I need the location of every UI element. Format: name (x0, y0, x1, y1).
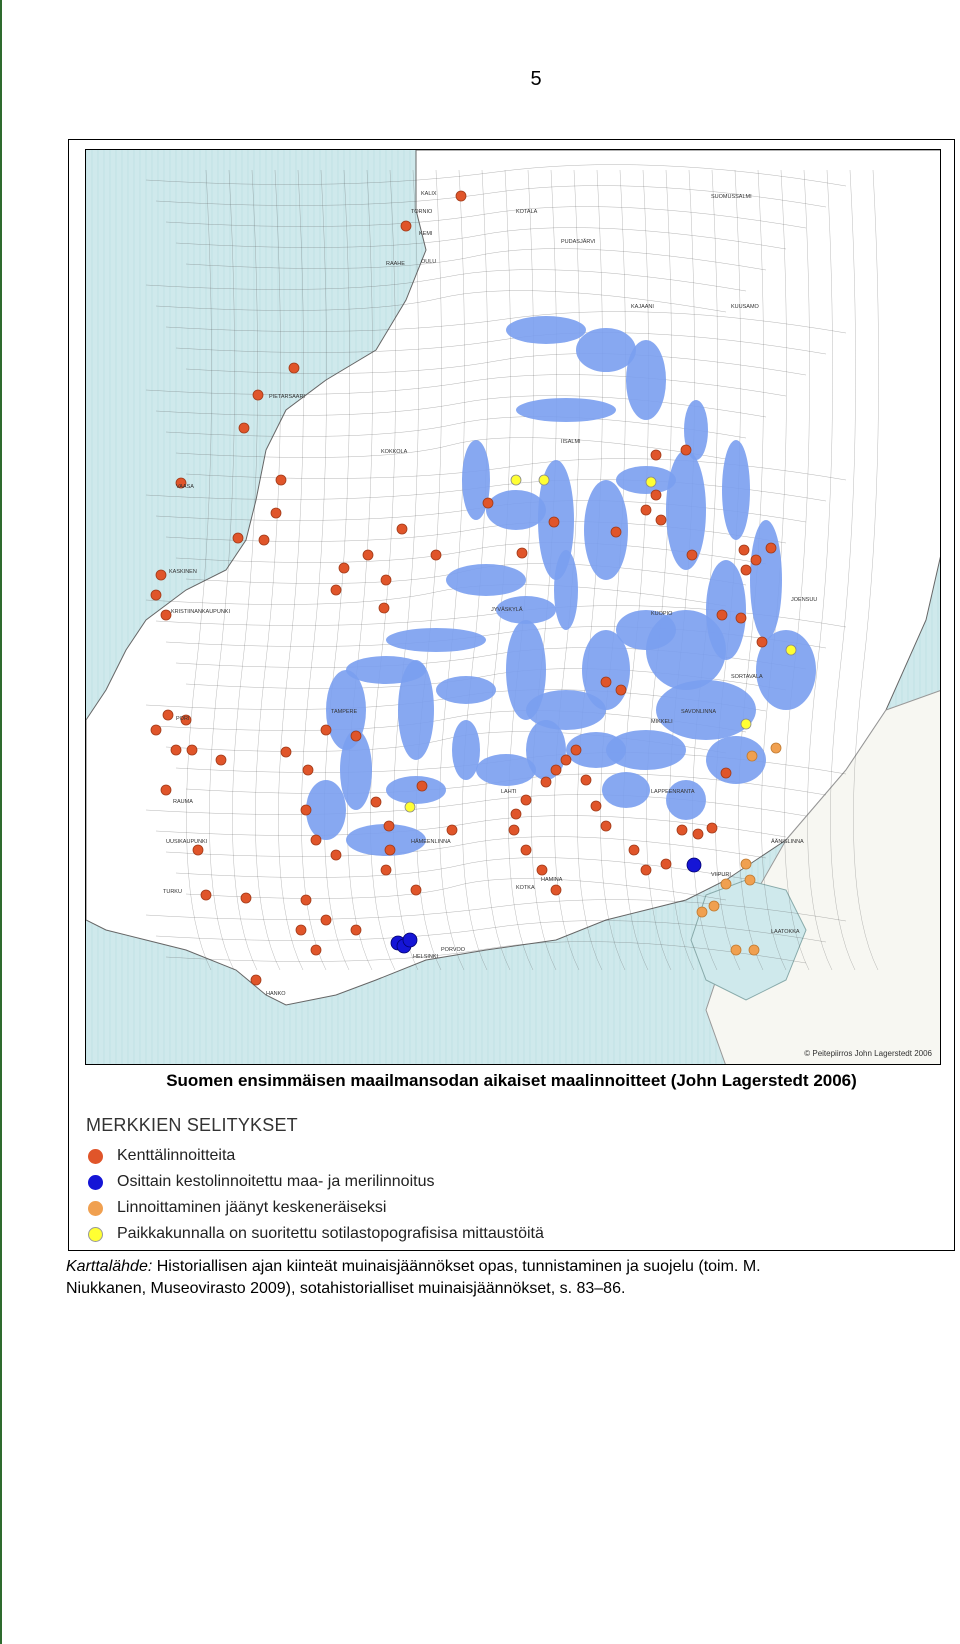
finland-map-graphic (86, 150, 941, 1065)
field-fortification-marker (331, 850, 341, 860)
legend-title: MERKKIEN SELITYKSET (86, 1115, 298, 1135)
place-label: VAASA (176, 484, 194, 490)
topographic-survey-marker (646, 477, 656, 487)
lake (706, 736, 766, 784)
field-fortification-marker (521, 845, 531, 855)
field-fortification-marker (551, 885, 561, 895)
yellow-dot-icon (88, 1227, 103, 1242)
unfinished-fortification-marker (749, 945, 759, 955)
field-fortification-marker (447, 825, 457, 835)
legend-label: Kenttälinnoitteita (117, 1147, 236, 1164)
place-label: KUUSAMO (731, 304, 759, 310)
topographic-survey-marker (405, 802, 415, 812)
field-fortification-marker (677, 825, 687, 835)
field-fortification-marker (417, 781, 427, 791)
field-fortification-marker (301, 805, 311, 815)
field-fortification-marker (707, 823, 717, 833)
field-fortification-marker (151, 590, 161, 600)
field-fortification-marker (411, 885, 421, 895)
map-caption: Suomen ensimmäisen maailmansodan aikaiset maalinnoitteet (John Lagerstedt 2006) (166, 1071, 857, 1090)
field-fortification-marker (601, 677, 611, 687)
unfinished-fortification-marker (741, 859, 751, 869)
field-fortification-marker (561, 755, 571, 765)
place-label: LAPPEENRANTA (651, 789, 695, 795)
place-label: HELSINKI (413, 954, 439, 960)
lake (476, 754, 536, 786)
place-label: KOTALA (516, 209, 538, 215)
lake (340, 730, 372, 810)
place-label: MIKKELI (651, 719, 673, 725)
field-fortification-marker (757, 637, 767, 647)
legend-item-field-fortifications (88, 1147, 235, 1165)
field-fortification-marker (656, 515, 666, 525)
place-label: SUOMUSSALMI (711, 194, 752, 200)
topographic-survey-marker (539, 475, 549, 485)
field-fortification-marker (693, 829, 703, 839)
field-fortification-marker (581, 775, 591, 785)
place-label: IISALMI (561, 439, 581, 445)
field-fortification-marker (721, 768, 731, 778)
field-fortification-marker (156, 570, 166, 580)
field-fortification-marker (517, 548, 527, 558)
place-label: PIETARSAARI (269, 394, 305, 400)
field-fortification-marker (384, 821, 394, 831)
lake (602, 772, 650, 808)
field-fortification-marker (163, 710, 173, 720)
place-label: RAUMA (173, 799, 193, 805)
lake (306, 780, 346, 840)
place-label: KOTKA (516, 885, 535, 891)
field-fortification-marker (161, 785, 171, 795)
lake (436, 676, 496, 704)
field-fortification-marker (281, 747, 291, 757)
field-fortification-marker (379, 603, 389, 613)
place-label: TURKU (163, 889, 182, 895)
place-label: SAVONLINNA (681, 709, 717, 715)
field-fortification-marker (303, 765, 313, 775)
field-fortification-marker (351, 925, 361, 935)
field-fortification-marker (641, 865, 651, 875)
field-fortification-marker (591, 801, 601, 811)
place-label: PORI (176, 716, 190, 722)
lake (446, 564, 526, 596)
lake (576, 328, 636, 372)
place-label: HAMINA (541, 877, 563, 883)
lake (386, 776, 446, 804)
field-fortification-marker (239, 423, 249, 433)
field-fortification-marker (483, 498, 493, 508)
place-label: LAHTI (501, 789, 517, 795)
lake (452, 720, 480, 780)
field-fortification-marker (241, 893, 251, 903)
source-line-1: Historiallisen ajan kiinteät muinaisjäännökset opas, tunnistaminen ja suojelu (toim. M. (152, 1258, 761, 1275)
field-fortification-marker (571, 745, 581, 755)
lake (462, 440, 490, 520)
unfinished-fortification-marker (747, 751, 757, 761)
map-source-note (66, 1256, 946, 1300)
unfinished-fortification-marker (745, 875, 755, 885)
legend-label: Paikkakunnalla on suoritettu sotilastopografisisa mittaustöitä (117, 1225, 544, 1242)
field-fortification-marker (397, 524, 407, 534)
field-fortification-marker (736, 613, 746, 623)
unfinished-fortification-marker (771, 743, 781, 753)
field-fortification-marker (509, 825, 519, 835)
place-label: SORTAVALA (731, 674, 763, 680)
field-fortification-marker (253, 390, 263, 400)
field-fortification-marker (549, 517, 559, 527)
blue-dot-icon (88, 1175, 103, 1190)
field-fortification-marker (681, 445, 691, 455)
topographic-survey-marker (511, 475, 521, 485)
unfinished-fortification-marker (697, 907, 707, 917)
lake (666, 780, 706, 820)
place-label: HÄMEENLINNA (411, 839, 451, 845)
field-fortification-marker (456, 191, 466, 201)
legend-item-permanent-fortification (88, 1173, 434, 1191)
unfinished-fortification-marker (709, 901, 719, 911)
place-label: OULU (421, 259, 437, 265)
field-fortification-marker (321, 725, 331, 735)
place-label: ÄÄNISLINNA (771, 839, 804, 845)
source-line-2: Niukkanen, Museovirasto 2009), sotahistorialliset muinaisjäännökset, s. 83–86. (66, 1280, 626, 1297)
field-fortification-marker (537, 865, 547, 875)
field-fortification-marker (739, 545, 749, 555)
place-label: VIIPURI (711, 872, 731, 878)
fortification-map (85, 149, 941, 1065)
field-fortification-marker (381, 575, 391, 585)
field-fortification-marker (381, 865, 391, 875)
map-copyright: © Peitepiirros John Lagerstedt 2006 (804, 1049, 932, 1058)
place-label: LAATOKKA (771, 929, 800, 935)
unfinished-fortification-marker (731, 945, 741, 955)
field-fortification-marker (276, 475, 286, 485)
lake (486, 490, 546, 530)
lake (584, 480, 628, 580)
field-fortification-marker (385, 845, 395, 855)
place-label: KRISTIINANKAUPUNKI (171, 609, 230, 615)
field-fortification-marker (741, 565, 751, 575)
place-label: KEMI (419, 231, 433, 237)
field-fortification-marker (766, 543, 776, 553)
lake (666, 450, 706, 570)
legend-item-topographic-survey (88, 1225, 544, 1243)
field-fortification-marker (233, 533, 243, 543)
field-fortification-marker (751, 555, 761, 565)
place-label: PUDASJÄRVI (561, 239, 596, 245)
field-fortification-marker (321, 915, 331, 925)
orange-dot-icon (88, 1149, 103, 1164)
page-left-rule (0, 0, 2, 1644)
field-fortification-marker (521, 795, 531, 805)
lake (626, 340, 666, 420)
field-fortification-marker (171, 745, 181, 755)
place-label: KAJAANI (631, 304, 654, 310)
place-label: TAMPERE (331, 709, 358, 715)
field-fortification-marker (193, 845, 203, 855)
field-fortification-marker (611, 527, 621, 537)
field-fortification-marker (687, 550, 697, 560)
field-fortification-marker (331, 585, 341, 595)
field-fortification-marker (271, 508, 281, 518)
field-fortification-marker (616, 685, 626, 695)
legend-item-unfinished (88, 1199, 386, 1217)
field-fortification-marker (363, 550, 373, 560)
field-fortification-marker (251, 975, 261, 985)
permanent-fortification-marker (403, 933, 417, 947)
field-fortification-marker (551, 765, 561, 775)
field-fortification-marker (259, 535, 269, 545)
field-fortification-marker (511, 809, 521, 819)
field-fortification-marker (371, 797, 381, 807)
field-fortification-marker (311, 945, 321, 955)
field-fortification-marker (296, 925, 306, 935)
field-fortification-marker (629, 845, 639, 855)
field-fortification-marker (717, 610, 727, 620)
field-fortification-marker (351, 731, 361, 741)
place-label: HANKO (266, 991, 286, 997)
lake (722, 440, 750, 540)
field-fortification-marker (601, 821, 611, 831)
place-label: KALIX (421, 191, 437, 197)
field-fortification-marker (661, 859, 671, 869)
field-fortification-marker (151, 725, 161, 735)
field-fortification-marker (401, 221, 411, 231)
field-fortification-marker (541, 777, 551, 787)
place-label: RAAHE (386, 261, 405, 267)
field-fortification-marker (651, 490, 661, 500)
unfinished-fortification-marker (721, 879, 731, 889)
field-fortification-marker (187, 745, 197, 755)
light-orange-dot-icon (88, 1201, 103, 1216)
field-fortification-marker (216, 755, 226, 765)
lake (398, 660, 434, 760)
place-label: JYVÄSKYLÄ (491, 607, 523, 613)
legend-label: Osittain kestolinnoitettu maa- ja merilinnoitus (117, 1173, 435, 1190)
topographic-survey-marker (786, 645, 796, 655)
topographic-survey-marker (741, 719, 751, 729)
place-label: JOENSUU (791, 597, 818, 603)
lake (386, 628, 486, 652)
lake (750, 520, 782, 640)
place-label: KOKKOLA (381, 449, 408, 455)
field-fortification-marker (301, 895, 311, 905)
field-fortification-marker (289, 363, 299, 373)
place-label: PORVOO (441, 947, 466, 953)
lake (516, 398, 616, 422)
place-label: UUSIKAUPUNKI (166, 839, 208, 845)
field-fortification-marker (641, 505, 651, 515)
legend-label: Linnoittaminen jäänyt keskeneräiseksi (117, 1199, 387, 1216)
field-fortification-marker (339, 563, 349, 573)
field-fortification-marker (161, 610, 171, 620)
place-label: TORNIO (411, 209, 433, 215)
page-number: 5 (530, 68, 542, 90)
field-fortification-marker (311, 835, 321, 845)
source-lead: Karttalähde: (66, 1258, 153, 1275)
permanent-fortification-marker (687, 858, 701, 872)
field-fortification-marker (431, 550, 441, 560)
lake (706, 560, 746, 660)
place-label: KUOPIO (651, 611, 673, 617)
place-label: KASKINEN (169, 569, 197, 575)
field-fortification-marker (201, 890, 211, 900)
lake (506, 316, 586, 344)
lake (554, 550, 578, 630)
field-fortification-marker (651, 450, 661, 460)
